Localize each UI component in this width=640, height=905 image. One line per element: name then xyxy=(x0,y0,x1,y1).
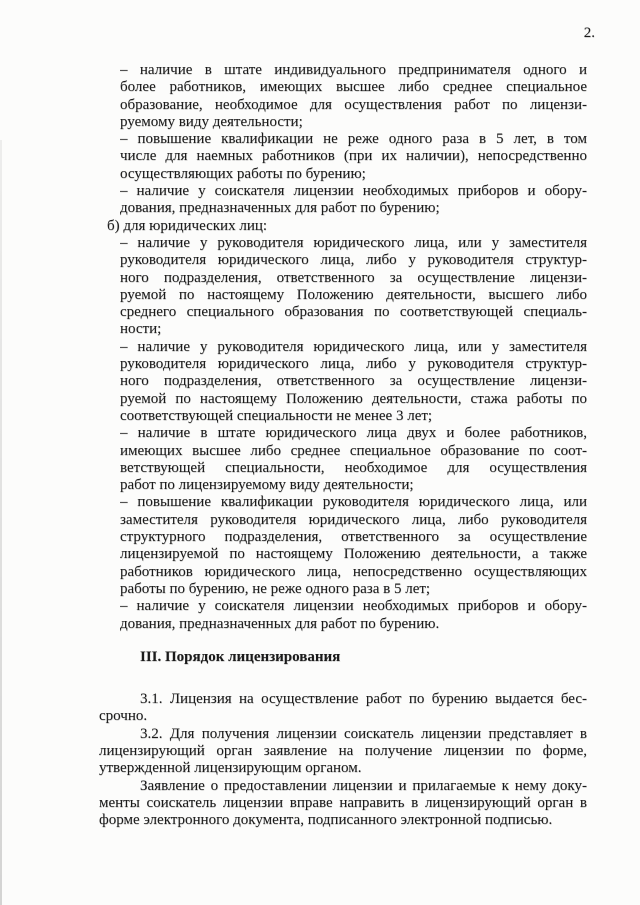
list-item xyxy=(120,183,587,218)
document-body xyxy=(99,62,587,829)
list-item xyxy=(120,62,587,131)
text-line: дования, предназначенных для работ по бурению. xyxy=(120,615,440,632)
text-line: – наличие в штате юридического лица двух и более работников, xyxy=(120,425,587,442)
text-line: руководителя юридического лица, либо у руководителя структур- xyxy=(120,356,587,373)
text-line: 3.2. Для получения лицензии соискатель лицензии представляет в xyxy=(140,725,587,742)
text-line: ности; xyxy=(120,321,162,338)
text-line: заместителя руководителя юридического лица, либо руководителя xyxy=(120,511,587,528)
text-line: работ по лицензируемому виду деятельности; xyxy=(120,477,414,494)
text-line: – наличие у соискателя лицензии необходимых приборов и обору- xyxy=(120,183,587,200)
list-item xyxy=(120,598,587,633)
text-line: – наличие у соискателя лицензии необходимых приборов и обору- xyxy=(120,598,587,615)
text-line: соответствующей специальности не менее 3 лет; xyxy=(120,407,433,424)
text-line: руководителя юридического лица, либо у руководителя структур- xyxy=(120,252,587,269)
paragraph xyxy=(99,691,587,726)
text-line: среднего специального образования по соответствующей специаль- xyxy=(120,304,587,321)
text-line: Заявление о предоставлении лицензии и прилагаемые к нему доку- xyxy=(140,777,587,794)
text-line: работы по бурению, не реже одного раза в 5 лет; xyxy=(120,580,431,597)
text-line: лицензирующий орган заявление на получение лицензии по форме, xyxy=(99,742,587,759)
text-line: ного подразделения, ответственного за осуществление лицензи- xyxy=(120,373,587,390)
text-line: дования, предназначенных для работ по бурению; xyxy=(120,200,440,217)
text-line: осуществляющих работы по бурению; xyxy=(120,165,366,182)
text-line: срочно. xyxy=(99,708,148,725)
text-line: – наличие у руководителя юридического лица, или у заместителя xyxy=(120,338,587,355)
text-line: более работников, имеющих высшее либо среднее специальное xyxy=(120,79,587,96)
list-item xyxy=(120,235,587,339)
text-line: утвержденной лицензирующим органом. xyxy=(99,760,362,777)
list-item xyxy=(120,131,587,183)
section-heading xyxy=(140,649,587,666)
text-line: 3.1. Лицензия на осуществление работ по бурению выдается бес- xyxy=(140,691,587,708)
text-line: ного подразделения, ответственного за осуществление лицензи- xyxy=(120,269,587,286)
list-item xyxy=(120,425,587,494)
list-item xyxy=(120,494,587,598)
text-line: форме электронного документа, подписанного электронной подписью. xyxy=(99,812,553,829)
text-line: структурного подразделения, ответственного за осуществление xyxy=(120,529,587,546)
text-line: б) для юридических лиц: xyxy=(107,217,268,234)
text-line: руемому виду деятельности; xyxy=(120,113,303,130)
text-line: образование, необходимое для осуществления работ по лицензи- xyxy=(120,96,587,113)
text-line: имеющих высшее либо среднее специальное образование по соот- xyxy=(120,442,587,459)
list-item xyxy=(120,339,587,425)
text-line: ветствующей специальности, необходимое для осуществления xyxy=(120,459,587,476)
text-line: лицензируемой по настоящему Положению деятельности, а также xyxy=(120,546,587,563)
text-line: менты соискатель лицензии вправе направить в лицензирующий орган в xyxy=(99,794,587,811)
scan-edge-artifact xyxy=(0,140,2,905)
text-line: работников юридического лица, непосредственно осуществляющих xyxy=(120,563,587,580)
text-line: – повышение квалификации не реже одного раза в 5 лет, в том xyxy=(120,131,587,148)
paragraph xyxy=(99,726,587,778)
text-line: – наличие в штате индивидуального предпринимателя одного и xyxy=(120,62,587,78)
page-number: 2. xyxy=(583,25,595,41)
text-line: руемой по настоящему Положению деятельности, высшего либо xyxy=(120,286,587,303)
text-line: числе для наемных работников (при их наличии), непосредственно xyxy=(120,148,587,165)
text-line: – повышение квалификации руководителя юридического лица, или xyxy=(120,494,587,511)
list-label xyxy=(107,218,587,235)
text-line: руемой по настоящему Положению деятельности, стажа работы по xyxy=(120,390,587,407)
text-line: III. Порядок лицензирования xyxy=(140,648,341,665)
paragraph xyxy=(99,778,587,830)
text-line: – наличие у руководителя юридического лица, или у заместителя xyxy=(120,234,587,251)
